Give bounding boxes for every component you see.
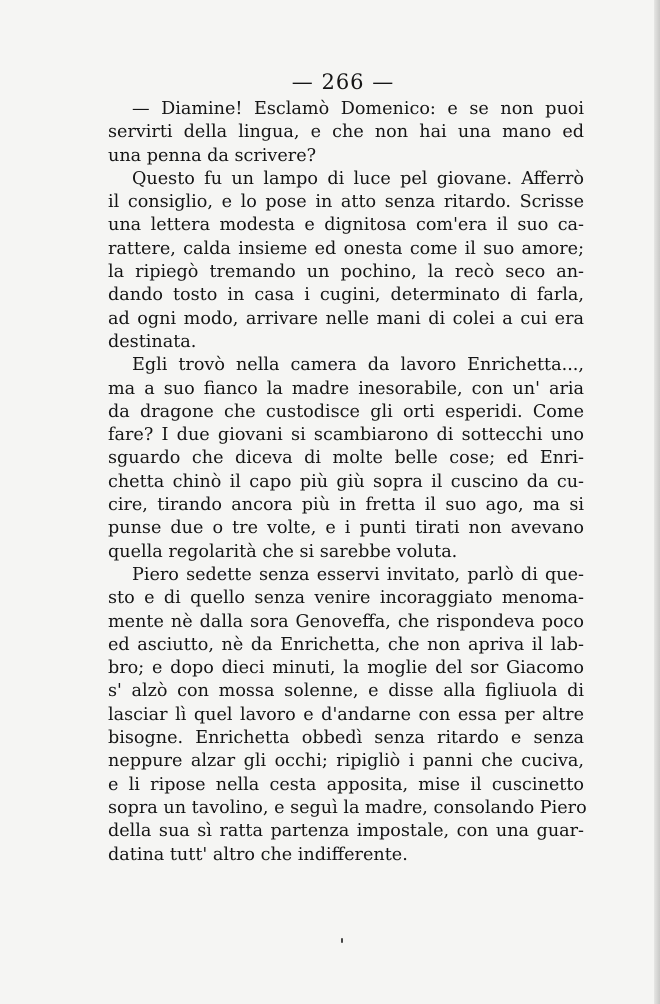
- text-line: il consiglio, e lo pose in atto senza ritardo. Scrisse: [108, 192, 584, 213]
- page-number: — 266 —: [291, 70, 395, 94]
- text-line: fare? I due giovani si scambiarono di sottecchi uno: [108, 425, 584, 446]
- text-line: datina tutt' altro che indifferente.: [108, 844, 408, 865]
- text-line: sguardo che diceva di molte belle cose; ed Enri-: [108, 448, 584, 469]
- text-line: punse due o tre volte, e i punti tirati non avevano: [108, 518, 584, 539]
- text-line: neppure alzar gli occhi; ripigliò i panni che cuciva,: [108, 751, 584, 772]
- paragraph: [108, 564, 587, 867]
- text-line: ad ogni modo, arrivare nelle mani di colei a cui era: [108, 308, 584, 329]
- text-line: sto e di quello senza venire incoraggiato menoma-: [108, 588, 584, 609]
- text-line: bro; e dopo dieci minuti, la moglie del sor Giacomo: [108, 658, 584, 679]
- text-line: la ripiegò tremando un pochino, la recò seco an-: [108, 262, 584, 283]
- text-line: da dragone che custodisce gli orti esperidi. Come: [108, 401, 584, 422]
- text-line: servirti della lingua, e che non hai una mano ed: [108, 122, 584, 143]
- text-line: rattere, calda insieme ed onesta come il suo amore;: [108, 238, 584, 259]
- text-line: cire, tirando ancora più in fretta il suo ago, ma si: [108, 495, 584, 516]
- text-line: ma a suo fianco la madre inesorabile, con un' aria: [108, 378, 584, 399]
- page-edge-shadow: [654, 0, 660, 1004]
- text-line: una lettera modesta e dignitosa com'era il suo ca-: [108, 215, 584, 236]
- body-text: [108, 98, 587, 867]
- text-line: Piero sedette senza esservi invitato, parlò di que-: [132, 564, 584, 585]
- paragraph: [108, 98, 584, 168]
- text-line: mente nè dalla sora Genoveffa, che rispondeva poco: [108, 611, 584, 632]
- text-line: Egli trovò nella camera da lavoro Enrichetta...,: [132, 355, 584, 376]
- text-line: quella regolarità che si sarebbe voluta.: [108, 541, 458, 562]
- text-line: e li ripose nella cesta apposita, mise il cuscinetto: [108, 774, 584, 795]
- text-line: Questo fu un lampo di luce pel giovane. Afferrò: [132, 168, 584, 189]
- text-line: destinata.: [108, 331, 197, 352]
- paragraph: [108, 168, 584, 354]
- text-line: s' alzò con mossa solenne, e disse alla figliuola di: [108, 681, 584, 702]
- text-line: chetta chinò il capo più giù sopra il cuscino da cu-: [108, 471, 584, 492]
- text-line: — Diamine! Esclamò Domenico: e se non puoi: [132, 99, 584, 119]
- ink-speck: [341, 938, 343, 943]
- text-line: sopra un tavolino, e seguì la madre, consolando Piero: [108, 797, 587, 818]
- text-line: lasciar lì quel lavoro e d'andarne con essa per altre: [108, 704, 584, 725]
- text-line: una penna da scrivere?: [108, 145, 317, 166]
- paragraph: [108, 354, 584, 564]
- text-line: dando tosto in casa i cugini, determinato di farla,: [108, 285, 584, 306]
- text-line: bisogne. Enrichetta obbedì senza ritardo e senza: [108, 728, 584, 749]
- text-line: ed asciutto, nè da Enrichetta, che non apriva il lab-: [108, 634, 584, 655]
- text-line: della sua sì ratta partenza impostale, con una guar-: [108, 821, 584, 842]
